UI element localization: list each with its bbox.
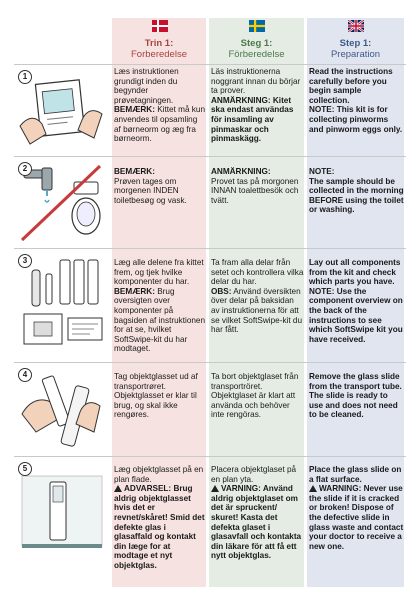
step-2-danish-text — [114, 167, 206, 205]
step-5-illustration — [16, 460, 106, 566]
warning-text: Brug aldrig objektglasset hvis det er revnet/skåret! Smid det defekte glas i glasaffald og kontakt din læge for at modtage et nyt objektglas. — [114, 484, 205, 570]
note-text: Använd översikten över delar på baksidan av instruktionerna för att se vilket SoftSwipe-kit du har fått. — [211, 286, 303, 335]
instruction-text: Prøven tages om morgenen INDEN toiletbesøg og vask. — [114, 176, 187, 205]
instruction-text: Læg objektglasset på en plan flade. — [114, 465, 204, 484]
step-5-danish-text — [114, 465, 206, 571]
row-divider — [14, 248, 406, 249]
swedish-header — [209, 38, 304, 60]
warning-label: VARNING: — [221, 484, 261, 494]
note-label: NOTE: — [309, 167, 335, 176]
warning-label: WARNING: — [319, 484, 362, 494]
instruction-text: Placera objektglaset på en plan yta. — [211, 465, 297, 484]
warning-text: Använd aldrig objektglaset om det är spruckent/ skuret! Kasta det defekta glaset i glasavfall och kontakta din läkare för att få ett nytt objektglas. — [211, 484, 302, 561]
row-divider — [14, 64, 406, 65]
step-number: 1 — [18, 70, 32, 84]
step-1-danish-text — [114, 67, 206, 144]
danish-header — [112, 38, 206, 60]
step-3-english-text — [309, 258, 404, 344]
step-5-swedish-text — [211, 465, 304, 561]
english-header — [307, 38, 404, 60]
danish-step-title: Forberedelse — [131, 49, 187, 60]
swedish-flag-icon — [249, 20, 265, 32]
instruction-text: The sample should be collected in the morning BEFORE using the toilet or washing. — [309, 176, 404, 215]
instruction-text: Remove the glass slide from the transport tube. The slide is ready to use and does not need to be cleaned. — [309, 372, 402, 420]
note-label: OBS: — [211, 286, 232, 296]
note-label: ANMÄRKNING: — [211, 167, 271, 176]
note-label: BEMÆRK: — [114, 105, 155, 115]
note-text: Use the component overview on the back of the instructions to see which SoftSwipe kit you have received. — [309, 286, 403, 344]
danish-step-label: Trin 1: — [144, 38, 174, 49]
uk-flag-icon — [348, 20, 364, 32]
swedish-step-title: Förberedelse — [228, 49, 285, 60]
kit-components-icon — [16, 252, 106, 358]
step-5-english-text — [309, 465, 404, 551]
danish-flag-icon — [152, 20, 168, 32]
note-label: ANMÄRKNING: — [211, 95, 271, 105]
warning-icon — [114, 485, 122, 492]
instruction-text: Læs instruktionen grundigt inden du begynder prøvetagningen. — [114, 67, 179, 105]
warning-icon — [211, 485, 219, 492]
english-step-label: Step 1: — [339, 38, 372, 49]
step-4-swedish-text — [211, 372, 304, 420]
warning-label: ADVARSEL: — [124, 484, 172, 494]
step-number: 3 — [18, 254, 32, 268]
instruction-text: Lay out all components from the kit and check which parts you have. — [309, 258, 401, 287]
instruction-text: Läs instruktionerna noggrant innan du börjar ta prover. — [211, 67, 301, 96]
step-1-english-text — [309, 67, 404, 134]
step-4-english-text — [309, 372, 404, 420]
step-3-illustration — [16, 252, 106, 358]
warning-icon — [309, 485, 317, 492]
instruction-text: Place the glass slide on a flat surface. — [309, 465, 402, 484]
warning-text: Never use the slide if it is cracked or broken! Dispose of the defective slide in glass waste and contact your doctor to receive a new one. — [309, 484, 404, 551]
step-number: 5 — [18, 462, 32, 476]
step-2-english-text — [309, 167, 404, 215]
step-2-illustration — [16, 160, 106, 244]
swedish-step-label: Steg 1: — [240, 38, 273, 49]
step-3-danish-text — [114, 258, 206, 354]
row-divider — [14, 456, 406, 457]
note-label: BEMÆRK: — [114, 167, 155, 176]
row-divider — [14, 362, 406, 363]
note-text: Kittet må kun anvendes til opsamling af børneorm og æg fra børneorm. — [114, 105, 206, 144]
note-label: NOTE: — [309, 105, 335, 115]
instruction-text: Tag objektglasset ud af transportrøret. Objektglasset er klar til brug, og skal ikke rengøres. — [114, 372, 198, 420]
step-1-illustration — [16, 68, 106, 152]
instruction-text: Ta bort objektglaset från transportröret. Objektglaset är klart att använda och behöver inte rengöras. — [211, 372, 299, 420]
note-text: Brug oversigten over komponenter på bagsiden af instruktionen for at se, hvilket SoftSwipe-kit du har modtaget. — [114, 286, 206, 354]
row-divider — [14, 156, 406, 157]
note-text: This kit is for collecting pinworms and pinworm eggs only. — [309, 105, 403, 134]
instruction-text: Read the instructions carefully before you begin sample collection. — [309, 67, 393, 105]
step-4-illustration — [16, 366, 106, 452]
note-label: BEMÆRK: — [114, 286, 155, 296]
instruction-text: Læg alle delene fra kittet frem, og tjek hvilke komponenter du har. — [114, 258, 204, 287]
step-3-swedish-text — [211, 258, 304, 335]
english-step-title: Preparation — [330, 49, 381, 60]
note-label: NOTE: — [309, 286, 335, 296]
step-4-danish-text — [114, 372, 206, 420]
step-2-swedish-text — [211, 167, 304, 205]
note-text: Kitet ska endast användas för insamling av pinmaskar och pinmaskägg. — [211, 95, 294, 144]
step-number: 2 — [18, 162, 32, 176]
step-1-swedish-text — [211, 67, 304, 144]
step-number: 4 — [18, 368, 32, 382]
instruction-text: Ta fram alla delar från setet och kontrollera vilka delar du har. — [211, 258, 304, 287]
instruction-text: Provet tas på morgonen INNAN toalettbesök och tvätt. — [211, 176, 299, 205]
slide-on-flat-surface-icon — [16, 460, 106, 566]
